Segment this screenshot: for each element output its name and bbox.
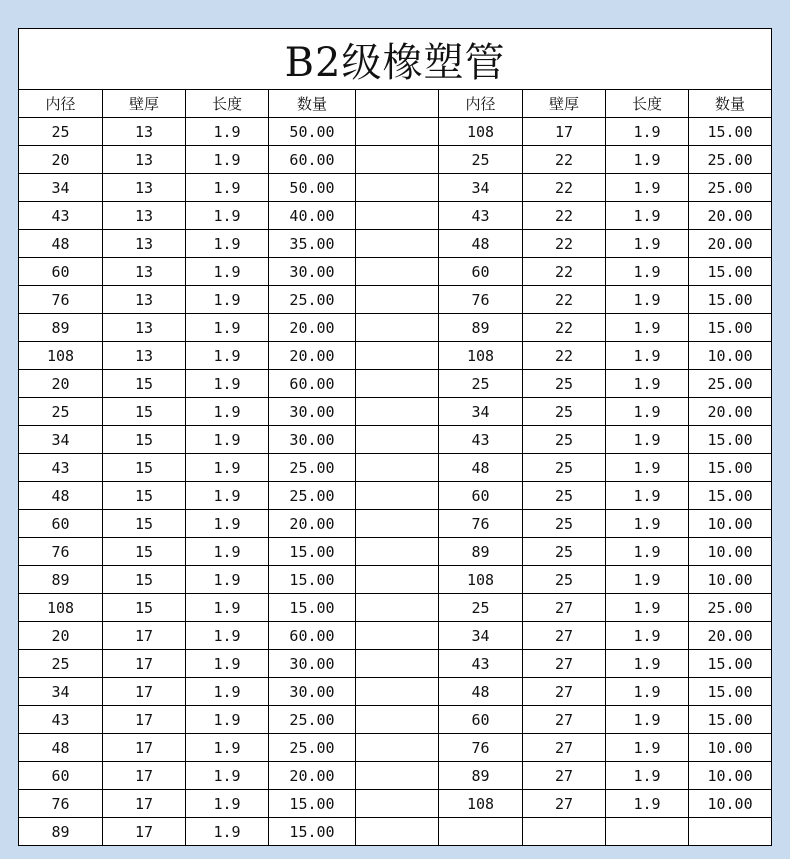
table-cell[interactable]: 1.9 bbox=[606, 734, 689, 762]
table-cell[interactable]: 1.9 bbox=[186, 314, 269, 342]
table-cell[interactable]: 10.00 bbox=[689, 342, 772, 370]
table-cell[interactable]: 1.9 bbox=[606, 706, 689, 734]
pipe-table bbox=[18, 28, 772, 846]
table-cell[interactable]: 89 bbox=[439, 314, 523, 342]
table-cell[interactable]: 108 bbox=[439, 342, 523, 370]
table-cell[interactable]: 20.00 bbox=[269, 762, 356, 790]
table-cell[interactable]: 43 bbox=[439, 202, 523, 230]
table-cell[interactable]: 76 bbox=[19, 538, 103, 566]
table-cell[interactable]: 15 bbox=[103, 538, 186, 566]
table-cell[interactable]: 27 bbox=[523, 678, 606, 706]
table-cell[interactable]: 22 bbox=[523, 230, 606, 258]
table-cell[interactable]: 10.00 bbox=[689, 510, 772, 538]
table-cell[interactable]: 30.00 bbox=[269, 398, 356, 426]
table-cell[interactable]: 1.9 bbox=[606, 286, 689, 314]
table-cell[interactable]: 1.9 bbox=[606, 510, 689, 538]
table-cell[interactable]: 1.9 bbox=[606, 398, 689, 426]
table-cell[interactable]: 25 bbox=[523, 426, 606, 454]
table-cell[interactable]: 17 bbox=[523, 118, 606, 146]
table-cell[interactable]: 34 bbox=[19, 678, 103, 706]
table-row bbox=[19, 538, 772, 566]
table-row bbox=[19, 650, 772, 678]
table-cell[interactable] bbox=[356, 202, 439, 230]
table-cell[interactable]: 20 bbox=[19, 146, 103, 174]
table-cell[interactable]: 60.00 bbox=[269, 146, 356, 174]
table-cell[interactable]: 60 bbox=[19, 258, 103, 286]
table-cell[interactable]: 40.00 bbox=[269, 202, 356, 230]
table-cell[interactable]: 1.9 bbox=[606, 566, 689, 594]
table-cell[interactable]: 108 bbox=[439, 790, 523, 818]
table-cell[interactable]: 15.00 bbox=[269, 566, 356, 594]
table-cell[interactable] bbox=[689, 818, 772, 846]
table-cell[interactable]: 76 bbox=[439, 510, 523, 538]
table-cell[interactable]: 1.9 bbox=[606, 258, 689, 286]
table-cell[interactable]: 1.9 bbox=[186, 482, 269, 510]
table-cell[interactable]: 15.00 bbox=[269, 790, 356, 818]
table-cell[interactable]: 15 bbox=[103, 370, 186, 398]
table-cell[interactable] bbox=[356, 286, 439, 314]
table-cell[interactable]: 1.9 bbox=[606, 482, 689, 510]
table-row bbox=[19, 818, 772, 846]
table-cell[interactable]: 34 bbox=[439, 398, 523, 426]
table-cell[interactable]: 89 bbox=[439, 538, 523, 566]
table-cell[interactable]: 48 bbox=[19, 734, 103, 762]
table-row bbox=[19, 762, 772, 790]
title-row bbox=[19, 29, 772, 90]
table-cell[interactable]: 1.9 bbox=[606, 678, 689, 706]
table-cell[interactable] bbox=[356, 594, 439, 622]
table-cell[interactable]: 34 bbox=[19, 174, 103, 202]
table-cell[interactable]: 15.00 bbox=[269, 594, 356, 622]
table-cell[interactable]: 15.00 bbox=[689, 286, 772, 314]
table-cell[interactable]: 20.00 bbox=[689, 230, 772, 258]
table-cell[interactable]: 25 bbox=[523, 566, 606, 594]
table-cell[interactable]: 1.9 bbox=[186, 426, 269, 454]
table-cell[interactable] bbox=[356, 370, 439, 398]
table-cell[interactable]: 1.9 bbox=[186, 174, 269, 202]
table-cell[interactable]: 25 bbox=[19, 650, 103, 678]
table-cell[interactable]: 25 bbox=[523, 370, 606, 398]
table-cell[interactable]: 15 bbox=[103, 426, 186, 454]
table-cell[interactable]: 15.00 bbox=[689, 650, 772, 678]
table-row bbox=[19, 174, 772, 202]
table-row bbox=[19, 454, 772, 482]
table-cell[interactable]: 1.9 bbox=[186, 594, 269, 622]
table-cell[interactable]: 10.00 bbox=[689, 790, 772, 818]
table-cell[interactable]: 27 bbox=[523, 790, 606, 818]
table-cell[interactable]: 20 bbox=[19, 622, 103, 650]
table-cell[interactable] bbox=[356, 314, 439, 342]
table-cell[interactable]: 30.00 bbox=[269, 426, 356, 454]
table-cell[interactable]: 15.00 bbox=[689, 258, 772, 286]
table-cell[interactable]: 43 bbox=[19, 706, 103, 734]
table-cell[interactable] bbox=[356, 538, 439, 566]
table-cell[interactable]: 13 bbox=[103, 314, 186, 342]
table-cell[interactable]: 34 bbox=[439, 174, 523, 202]
table-row bbox=[19, 314, 772, 342]
header-row bbox=[19, 90, 772, 118]
table-cell[interactable]: 1.9 bbox=[606, 370, 689, 398]
table-cell[interactable]: 17 bbox=[103, 706, 186, 734]
table-cell[interactable]: 13 bbox=[103, 146, 186, 174]
table-cell[interactable]: 25.00 bbox=[269, 706, 356, 734]
table-cell[interactable]: 60.00 bbox=[269, 622, 356, 650]
table-cell[interactable]: 15.00 bbox=[689, 426, 772, 454]
table-cell[interactable]: 25 bbox=[523, 510, 606, 538]
header-cell[interactable]: 壁厚 bbox=[523, 90, 606, 118]
table-cell[interactable] bbox=[356, 762, 439, 790]
table-cell[interactable]: 25 bbox=[439, 594, 523, 622]
table-cell[interactable]: 15.00 bbox=[269, 538, 356, 566]
table-row bbox=[19, 230, 772, 258]
table-cell[interactable]: 1.9 bbox=[606, 622, 689, 650]
table-cell[interactable]: 1.9 bbox=[606, 314, 689, 342]
table-cell[interactable]: 1.9 bbox=[606, 790, 689, 818]
table-cell[interactable]: 25 bbox=[523, 454, 606, 482]
table-cell[interactable]: 35.00 bbox=[269, 230, 356, 258]
table-cell[interactable]: 1.9 bbox=[186, 342, 269, 370]
table-cell[interactable]: 60 bbox=[439, 706, 523, 734]
table-cell[interactable] bbox=[356, 454, 439, 482]
table-row bbox=[19, 286, 772, 314]
table-cell[interactable]: 27 bbox=[523, 622, 606, 650]
table-cell[interactable]: 1.9 bbox=[186, 622, 269, 650]
table-cell[interactable]: 1.9 bbox=[606, 174, 689, 202]
table-cell[interactable]: 25.00 bbox=[269, 734, 356, 762]
table-cell[interactable]: 20.00 bbox=[269, 314, 356, 342]
table-row bbox=[19, 622, 772, 650]
table-cell[interactable]: 13 bbox=[103, 174, 186, 202]
table-cell[interactable]: 48 bbox=[19, 482, 103, 510]
header-cell[interactable]: 内径 bbox=[439, 90, 523, 118]
table-cell[interactable] bbox=[356, 174, 439, 202]
header-cell[interactable]: 内径 bbox=[19, 90, 103, 118]
table-cell[interactable]: 15.00 bbox=[689, 118, 772, 146]
table-cell[interactable]: 10.00 bbox=[689, 538, 772, 566]
table-cell[interactable] bbox=[356, 818, 439, 846]
table-row bbox=[19, 510, 772, 538]
table-cell[interactable]: 20.00 bbox=[689, 622, 772, 650]
table-cell[interactable]: 1.9 bbox=[606, 342, 689, 370]
table-cell[interactable]: 15.00 bbox=[689, 454, 772, 482]
table-cell[interactable]: 10.00 bbox=[689, 566, 772, 594]
table-row bbox=[19, 258, 772, 286]
table-cell[interactable]: 43 bbox=[439, 650, 523, 678]
table-cell[interactable]: 13 bbox=[103, 286, 186, 314]
table-cell[interactable]: 20.00 bbox=[689, 202, 772, 230]
table-cell[interactable]: 50.00 bbox=[269, 118, 356, 146]
sheet-title[interactable]: B2级橡塑管 bbox=[19, 29, 772, 90]
table-cell[interactable]: 89 bbox=[19, 314, 103, 342]
table-row bbox=[19, 146, 772, 174]
table-cell[interactable] bbox=[356, 230, 439, 258]
table-row bbox=[19, 370, 772, 398]
table-cell[interactable]: 60 bbox=[19, 510, 103, 538]
table-cell[interactable]: 20 bbox=[19, 370, 103, 398]
table-cell[interactable]: 15 bbox=[103, 566, 186, 594]
table-cell[interactable]: 22 bbox=[523, 258, 606, 286]
table-cell[interactable]: 17 bbox=[103, 678, 186, 706]
table-cell[interactable] bbox=[356, 510, 439, 538]
table-row bbox=[19, 734, 772, 762]
table-row bbox=[19, 482, 772, 510]
table-row bbox=[19, 790, 772, 818]
table-cell[interactable] bbox=[606, 818, 689, 846]
table-cell[interactable]: 27 bbox=[523, 594, 606, 622]
table-cell[interactable]: 15.00 bbox=[269, 818, 356, 846]
table-cell[interactable] bbox=[356, 118, 439, 146]
table-cell[interactable]: 43 bbox=[19, 454, 103, 482]
table-cell[interactable]: 10.00 bbox=[689, 734, 772, 762]
table-cell[interactable]: 1.9 bbox=[186, 538, 269, 566]
table-cell[interactable]: 1.9 bbox=[606, 426, 689, 454]
table-cell[interactable]: 22 bbox=[523, 342, 606, 370]
table-cell[interactable] bbox=[356, 790, 439, 818]
table-row bbox=[19, 426, 772, 454]
table-cell[interactable]: 1.9 bbox=[186, 146, 269, 174]
table-cell[interactable]: 1.9 bbox=[186, 398, 269, 426]
table-cell[interactable]: 30.00 bbox=[269, 678, 356, 706]
header-cell[interactable] bbox=[356, 90, 439, 118]
table-cell[interactable]: 89 bbox=[439, 762, 523, 790]
table-cell[interactable]: 1.9 bbox=[186, 790, 269, 818]
table-cell[interactable]: 20.00 bbox=[689, 398, 772, 426]
table-cell[interactable] bbox=[356, 146, 439, 174]
table-cell[interactable]: 13 bbox=[103, 258, 186, 286]
table-cell[interactable] bbox=[356, 426, 439, 454]
table-cell[interactable]: 20.00 bbox=[269, 510, 356, 538]
table-cell[interactable] bbox=[356, 734, 439, 762]
table-cell[interactable]: 1.9 bbox=[186, 370, 269, 398]
table-cell[interactable] bbox=[356, 650, 439, 678]
table-cell[interactable]: 76 bbox=[19, 790, 103, 818]
table-cell[interactable]: 48 bbox=[439, 454, 523, 482]
table-body bbox=[19, 29, 772, 846]
table-cell[interactable]: 1.9 bbox=[186, 734, 269, 762]
table-cell[interactable]: 60 bbox=[439, 258, 523, 286]
table-cell[interactable]: 1.9 bbox=[186, 230, 269, 258]
table-cell[interactable]: 25.00 bbox=[269, 286, 356, 314]
table-cell[interactable]: 27 bbox=[523, 734, 606, 762]
table-cell[interactable]: 22 bbox=[523, 286, 606, 314]
table-row bbox=[19, 202, 772, 230]
table-row bbox=[19, 342, 772, 370]
table-cell[interactable] bbox=[356, 342, 439, 370]
table-cell[interactable]: 1.9 bbox=[606, 650, 689, 678]
table-cell[interactable]: 15.00 bbox=[689, 678, 772, 706]
table-cell[interactable]: 30.00 bbox=[269, 650, 356, 678]
table-cell[interactable]: 50.00 bbox=[269, 174, 356, 202]
table-cell[interactable] bbox=[356, 482, 439, 510]
table-cell[interactable]: 89 bbox=[19, 818, 103, 846]
table-cell[interactable]: 1.9 bbox=[186, 706, 269, 734]
table-cell[interactable]: 1.9 bbox=[606, 118, 689, 146]
table-cell[interactable] bbox=[356, 566, 439, 594]
table-cell[interactable]: 25 bbox=[19, 118, 103, 146]
table-cell[interactable]: 34 bbox=[19, 426, 103, 454]
table-cell[interactable]: 1.9 bbox=[606, 538, 689, 566]
table-cell[interactable]: 1.9 bbox=[186, 678, 269, 706]
table-cell[interactable]: 25.00 bbox=[689, 370, 772, 398]
table-cell[interactable]: 76 bbox=[439, 286, 523, 314]
table-cell[interactable] bbox=[356, 706, 439, 734]
table-cell[interactable]: 76 bbox=[19, 286, 103, 314]
table-cell[interactable]: 48 bbox=[439, 678, 523, 706]
table-cell[interactable]: 1.9 bbox=[186, 202, 269, 230]
table-cell[interactable]: 15 bbox=[103, 398, 186, 426]
table-cell[interactable]: 48 bbox=[439, 230, 523, 258]
table-cell[interactable]: 1.9 bbox=[606, 146, 689, 174]
table-cell[interactable]: 27 bbox=[523, 650, 606, 678]
table-cell[interactable]: 22 bbox=[523, 314, 606, 342]
table-cell[interactable]: 1.9 bbox=[186, 258, 269, 286]
table-cell[interactable]: 43 bbox=[19, 202, 103, 230]
table-row bbox=[19, 706, 772, 734]
table-cell[interactable]: 1.9 bbox=[186, 818, 269, 846]
table-cell[interactable]: 1.9 bbox=[606, 762, 689, 790]
table-cell[interactable]: 25 bbox=[19, 398, 103, 426]
table-cell[interactable]: 108 bbox=[19, 342, 103, 370]
table-cell[interactable]: 1.9 bbox=[606, 594, 689, 622]
table-cell[interactable]: 1.9 bbox=[186, 762, 269, 790]
table-cell[interactable]: 15.00 bbox=[689, 706, 772, 734]
table-cell[interactable]: 20.00 bbox=[269, 342, 356, 370]
table-cell[interactable]: 27 bbox=[523, 706, 606, 734]
header-cell[interactable]: 长度 bbox=[606, 90, 689, 118]
table-cell[interactable]: 15.00 bbox=[689, 482, 772, 510]
table-cell[interactable]: 17 bbox=[103, 790, 186, 818]
table-cell[interactable]: 17 bbox=[103, 734, 186, 762]
table-cell[interactable]: 13 bbox=[103, 230, 186, 258]
table-cell[interactable]: 22 bbox=[523, 174, 606, 202]
table-cell[interactable]: 17 bbox=[103, 762, 186, 790]
table-cell[interactable]: 17 bbox=[103, 650, 186, 678]
table-cell[interactable]: 15.00 bbox=[689, 314, 772, 342]
table-cell[interactable]: 13 bbox=[103, 202, 186, 230]
table-cell[interactable]: 15 bbox=[103, 510, 186, 538]
table-cell[interactable]: 22 bbox=[523, 202, 606, 230]
table-cell[interactable] bbox=[356, 678, 439, 706]
header-cell[interactable]: 数量 bbox=[689, 90, 772, 118]
table-cell[interactable]: 1.9 bbox=[606, 454, 689, 482]
table-cell[interactable]: 17 bbox=[103, 622, 186, 650]
table-cell[interactable]: 34 bbox=[439, 622, 523, 650]
table-cell[interactable]: 25.00 bbox=[689, 146, 772, 174]
table-row bbox=[19, 594, 772, 622]
table-cell[interactable]: 108 bbox=[19, 594, 103, 622]
table-cell[interactable]: 108 bbox=[439, 118, 523, 146]
table-row bbox=[19, 566, 772, 594]
table-cell[interactable]: 1.9 bbox=[606, 230, 689, 258]
table-cell[interactable] bbox=[439, 818, 523, 846]
header-cell[interactable]: 壁厚 bbox=[103, 90, 186, 118]
table-row bbox=[19, 398, 772, 426]
table-cell[interactable]: 1.9 bbox=[186, 286, 269, 314]
table-cell[interactable]: 13 bbox=[103, 342, 186, 370]
table-cell[interactable]: 25 bbox=[523, 538, 606, 566]
table-cell[interactable] bbox=[356, 258, 439, 286]
table-cell[interactable]: 1.9 bbox=[186, 118, 269, 146]
table-cell[interactable]: 10.00 bbox=[689, 762, 772, 790]
table-cell[interactable]: 15 bbox=[103, 454, 186, 482]
table-cell[interactable]: 25.00 bbox=[689, 594, 772, 622]
table-cell[interactable]: 1.9 bbox=[186, 566, 269, 594]
table-cell[interactable]: 1.9 bbox=[186, 510, 269, 538]
table-cell[interactable]: 30.00 bbox=[269, 258, 356, 286]
table-cell[interactable]: 25 bbox=[439, 146, 523, 174]
table-cell[interactable]: 108 bbox=[439, 566, 523, 594]
table-cell[interactable]: 60 bbox=[439, 482, 523, 510]
table-cell[interactable]: 25 bbox=[523, 482, 606, 510]
table-cell[interactable]: 25 bbox=[523, 398, 606, 426]
spreadsheet-sheet bbox=[18, 28, 771, 846]
table-row bbox=[19, 118, 772, 146]
table-cell[interactable]: 27 bbox=[523, 762, 606, 790]
table-cell[interactable] bbox=[356, 622, 439, 650]
table-cell[interactable]: 25.00 bbox=[269, 454, 356, 482]
table-cell[interactable]: 1.9 bbox=[186, 454, 269, 482]
table-cell[interactable]: 13 bbox=[103, 118, 186, 146]
table-row bbox=[19, 678, 772, 706]
table-cell[interactable]: 25.00 bbox=[269, 482, 356, 510]
table-cell[interactable]: 43 bbox=[439, 426, 523, 454]
table-cell[interactable]: 22 bbox=[523, 146, 606, 174]
table-cell[interactable]: 76 bbox=[439, 734, 523, 762]
table-cell[interactable]: 60 bbox=[19, 762, 103, 790]
table-cell[interactable] bbox=[523, 818, 606, 846]
table-cell[interactable]: 25.00 bbox=[689, 174, 772, 202]
table-cell[interactable]: 25 bbox=[439, 370, 523, 398]
table-cell[interactable]: 60.00 bbox=[269, 370, 356, 398]
table-cell[interactable]: 15 bbox=[103, 594, 186, 622]
table-cell[interactable]: 1.9 bbox=[186, 650, 269, 678]
table-cell[interactable]: 48 bbox=[19, 230, 103, 258]
header-cell[interactable]: 数量 bbox=[269, 90, 356, 118]
header-cell[interactable]: 长度 bbox=[186, 90, 269, 118]
table-cell[interactable]: 15 bbox=[103, 482, 186, 510]
table-cell[interactable]: 89 bbox=[19, 566, 103, 594]
table-cell[interactable] bbox=[356, 398, 439, 426]
table-cell[interactable]: 17 bbox=[103, 818, 186, 846]
table-cell[interactable]: 1.9 bbox=[606, 202, 689, 230]
